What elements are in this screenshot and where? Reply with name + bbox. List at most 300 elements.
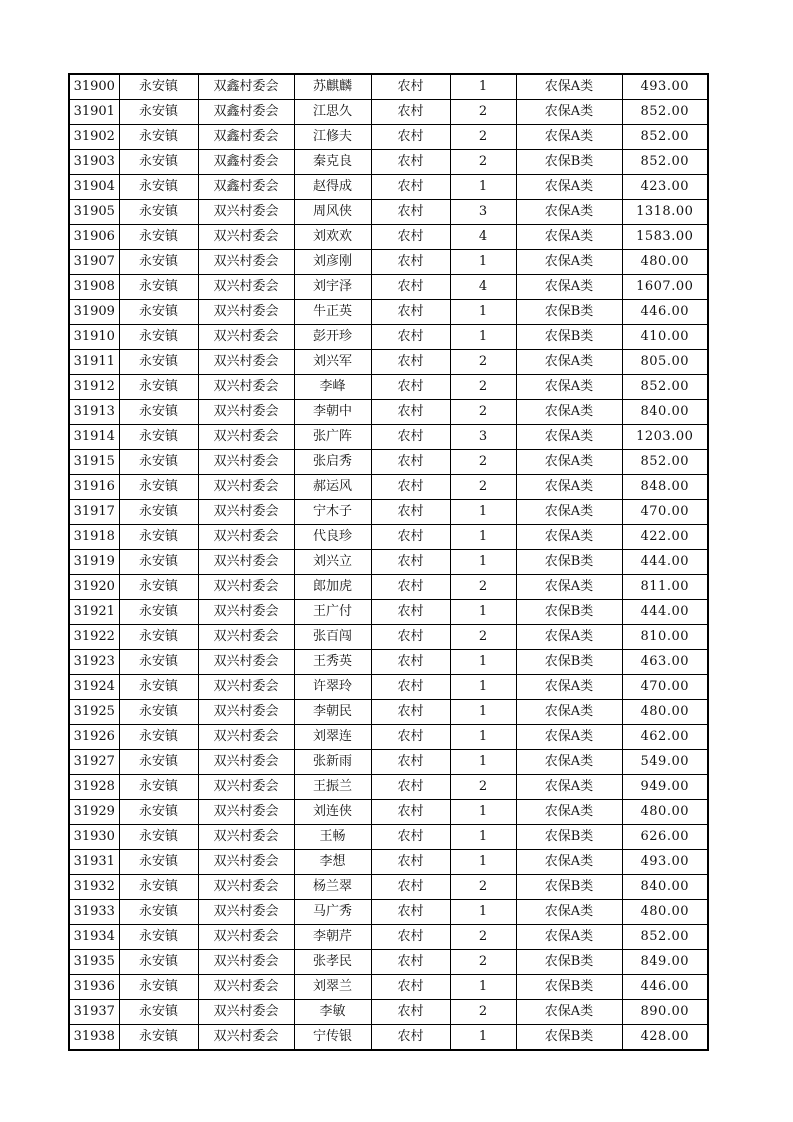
table-row (69, 74, 708, 100)
amount-cell: 480.00 (622, 900, 708, 925)
amount-cell: 493.00 (622, 850, 708, 875)
village-cell: 双兴村委会 (198, 500, 294, 525)
category-cell: 农保A类 (516, 200, 622, 225)
amount-cell: 840.00 (622, 400, 708, 425)
amount-cell: 549.00 (622, 750, 708, 775)
household-type-cell: 农村 (371, 850, 450, 875)
person-count-cell: 3 (450, 425, 516, 450)
table-row (69, 250, 708, 275)
table-row (69, 675, 708, 700)
category-cell: 农保A类 (516, 400, 622, 425)
category-cell: 农保A类 (516, 100, 622, 125)
town-cell: 永安镇 (119, 850, 198, 875)
amount-cell: 493.00 (622, 74, 708, 100)
table-row (69, 625, 708, 650)
town-cell: 永安镇 (119, 74, 198, 100)
table-row (69, 725, 708, 750)
person-count-cell: 1 (450, 650, 516, 675)
household-type-cell: 农村 (371, 275, 450, 300)
table-row (69, 400, 708, 425)
person-count-cell: 4 (450, 275, 516, 300)
person-count-cell: 2 (450, 125, 516, 150)
household-type-cell: 农村 (371, 125, 450, 150)
household-type-cell: 农村 (371, 1025, 450, 1051)
town-cell: 永安镇 (119, 275, 198, 300)
village-cell: 双兴村委会 (198, 300, 294, 325)
name-cell: 刘翠连 (294, 725, 371, 750)
town-cell: 永安镇 (119, 975, 198, 1000)
household-type-cell: 农村 (371, 700, 450, 725)
household-type-cell: 农村 (371, 175, 450, 200)
record-id-cell: 31931 (69, 850, 119, 875)
name-cell: 刘翠兰 (294, 975, 371, 1000)
record-id-cell: 31925 (69, 700, 119, 725)
amount-cell: 446.00 (622, 300, 708, 325)
amount-cell: 463.00 (622, 650, 708, 675)
amount-cell: 810.00 (622, 625, 708, 650)
amount-cell: 852.00 (622, 925, 708, 950)
name-cell: 郎加虎 (294, 575, 371, 600)
village-cell: 双兴村委会 (198, 225, 294, 250)
record-id-cell: 31911 (69, 350, 119, 375)
table-row (69, 325, 708, 350)
household-type-cell: 农村 (371, 350, 450, 375)
town-cell: 永安镇 (119, 200, 198, 225)
table-row (69, 750, 708, 775)
category-cell: 农保A类 (516, 475, 622, 500)
person-count-cell: 2 (450, 475, 516, 500)
name-cell: 周风侠 (294, 200, 371, 225)
category-cell: 农保A类 (516, 500, 622, 525)
table-row (69, 650, 708, 675)
amount-cell: 949.00 (622, 775, 708, 800)
household-type-cell: 农村 (371, 825, 450, 850)
name-cell: 李朝民 (294, 700, 371, 725)
category-cell: 农保B类 (516, 650, 622, 675)
category-cell: 农保A类 (516, 925, 622, 950)
person-count-cell: 2 (450, 100, 516, 125)
table-row (69, 600, 708, 625)
record-id-cell: 31937 (69, 1000, 119, 1025)
record-id-cell: 31910 (69, 325, 119, 350)
household-type-cell: 农村 (371, 100, 450, 125)
town-cell: 永安镇 (119, 600, 198, 625)
name-cell: 张广阵 (294, 425, 371, 450)
village-cell: 双兴村委会 (198, 1025, 294, 1051)
person-count-cell: 3 (450, 200, 516, 225)
household-type-cell: 农村 (371, 150, 450, 175)
person-count-cell: 2 (450, 950, 516, 975)
amount-cell: 852.00 (622, 150, 708, 175)
name-cell: 刘兴军 (294, 350, 371, 375)
village-cell: 双兴村委会 (198, 375, 294, 400)
household-type-cell: 农村 (371, 650, 450, 675)
village-cell: 双兴村委会 (198, 600, 294, 625)
amount-cell: 840.00 (622, 875, 708, 900)
table-row (69, 900, 708, 925)
village-cell: 双鑫村委会 (198, 100, 294, 125)
household-type-cell: 农村 (371, 225, 450, 250)
category-cell: 农保A类 (516, 625, 622, 650)
category-cell: 农保A类 (516, 225, 622, 250)
town-cell: 永安镇 (119, 475, 198, 500)
town-cell: 永安镇 (119, 150, 198, 175)
category-cell: 农保A类 (516, 775, 622, 800)
person-count-cell: 4 (450, 225, 516, 250)
table-row (69, 550, 708, 575)
village-cell: 双兴村委会 (198, 925, 294, 950)
table-row (69, 475, 708, 500)
table-row (69, 450, 708, 475)
village-cell: 双兴村委会 (198, 975, 294, 1000)
household-type-cell: 农村 (371, 750, 450, 775)
name-cell: 江思久 (294, 100, 371, 125)
person-count-cell: 1 (450, 1025, 516, 1051)
record-id-cell: 31935 (69, 950, 119, 975)
amount-cell: 1203.00 (622, 425, 708, 450)
amount-cell: 805.00 (622, 350, 708, 375)
record-id-cell: 31934 (69, 925, 119, 950)
village-cell: 双兴村委会 (198, 675, 294, 700)
household-type-cell: 农村 (371, 800, 450, 825)
person-count-cell: 2 (450, 350, 516, 375)
amount-cell: 462.00 (622, 725, 708, 750)
town-cell: 永安镇 (119, 800, 198, 825)
name-cell: 杨兰翠 (294, 875, 371, 900)
village-cell: 双兴村委会 (198, 750, 294, 775)
village-cell: 双兴村委会 (198, 200, 294, 225)
record-id-cell: 31903 (69, 150, 119, 175)
record-id-cell: 31923 (69, 650, 119, 675)
table-row (69, 225, 708, 250)
category-cell: 农保A类 (516, 750, 622, 775)
town-cell: 永安镇 (119, 950, 198, 975)
town-cell: 永安镇 (119, 925, 198, 950)
table-row (69, 700, 708, 725)
person-count-cell: 1 (450, 975, 516, 1000)
person-count-cell: 2 (450, 150, 516, 175)
amount-cell: 422.00 (622, 525, 708, 550)
person-count-cell: 2 (450, 375, 516, 400)
person-count-cell: 2 (450, 775, 516, 800)
category-cell: 农保B类 (516, 1025, 622, 1051)
village-cell: 双兴村委会 (198, 900, 294, 925)
village-cell: 双鑫村委会 (198, 150, 294, 175)
name-cell: 刘兴立 (294, 550, 371, 575)
town-cell: 永安镇 (119, 175, 198, 200)
category-cell: 农保A类 (516, 275, 622, 300)
name-cell: 张启秀 (294, 450, 371, 475)
person-count-cell: 1 (450, 525, 516, 550)
village-cell: 双兴村委会 (198, 325, 294, 350)
record-id-cell: 31918 (69, 525, 119, 550)
person-count-cell: 1 (450, 550, 516, 575)
person-count-cell: 1 (450, 600, 516, 625)
category-cell: 农保B类 (516, 550, 622, 575)
town-cell: 永安镇 (119, 575, 198, 600)
amount-cell: 852.00 (622, 100, 708, 125)
table-row (69, 925, 708, 950)
person-count-cell: 1 (450, 300, 516, 325)
amount-cell: 444.00 (622, 550, 708, 575)
amount-cell: 480.00 (622, 800, 708, 825)
category-cell: 农保A类 (516, 1000, 622, 1025)
name-cell: 宁传银 (294, 1025, 371, 1051)
person-count-cell: 1 (450, 750, 516, 775)
table-row (69, 150, 708, 175)
record-id-cell: 31900 (69, 74, 119, 100)
table-row (69, 300, 708, 325)
record-id-cell: 31908 (69, 275, 119, 300)
category-cell: 农保A类 (516, 575, 622, 600)
amount-cell: 890.00 (622, 1000, 708, 1025)
town-cell: 永安镇 (119, 1025, 198, 1051)
record-id-cell: 31938 (69, 1025, 119, 1051)
person-count-cell: 1 (450, 500, 516, 525)
record-id-cell: 31932 (69, 875, 119, 900)
name-cell: 江修夫 (294, 125, 371, 150)
village-cell: 双兴村委会 (198, 1000, 294, 1025)
village-cell: 双兴村委会 (198, 575, 294, 600)
village-cell: 双兴村委会 (198, 825, 294, 850)
town-cell: 永安镇 (119, 250, 198, 275)
record-id-cell: 31905 (69, 200, 119, 225)
town-cell: 永安镇 (119, 625, 198, 650)
person-count-cell: 1 (450, 725, 516, 750)
record-id-cell: 31907 (69, 250, 119, 275)
table-row (69, 350, 708, 375)
table-row (69, 775, 708, 800)
name-cell: 王振兰 (294, 775, 371, 800)
amount-cell: 848.00 (622, 475, 708, 500)
town-cell: 永安镇 (119, 750, 198, 775)
record-id-cell: 31915 (69, 450, 119, 475)
town-cell: 永安镇 (119, 325, 198, 350)
town-cell: 永安镇 (119, 450, 198, 475)
record-id-cell: 31914 (69, 425, 119, 450)
table-row (69, 950, 708, 975)
village-cell: 双鑫村委会 (198, 74, 294, 100)
amount-cell: 410.00 (622, 325, 708, 350)
name-cell: 苏麒麟 (294, 74, 371, 100)
name-cell: 李峰 (294, 375, 371, 400)
village-cell: 双兴村委会 (198, 475, 294, 500)
category-cell: 农保A类 (516, 725, 622, 750)
roster-table-body (69, 74, 708, 1050)
household-type-cell: 农村 (371, 675, 450, 700)
town-cell: 永安镇 (119, 350, 198, 375)
amount-cell: 626.00 (622, 825, 708, 850)
name-cell: 张孝民 (294, 950, 371, 975)
table-row (69, 1025, 708, 1051)
person-count-cell: 2 (450, 450, 516, 475)
category-cell: 农保B类 (516, 975, 622, 1000)
household-type-cell: 农村 (371, 300, 450, 325)
household-type-cell: 农村 (371, 625, 450, 650)
household-type-cell: 农村 (371, 600, 450, 625)
village-cell: 双兴村委会 (198, 625, 294, 650)
amount-cell: 1318.00 (622, 200, 708, 225)
town-cell: 永安镇 (119, 875, 198, 900)
record-id-cell: 31920 (69, 575, 119, 600)
village-cell: 双兴村委会 (198, 275, 294, 300)
category-cell: 农保A类 (516, 850, 622, 875)
amount-cell: 444.00 (622, 600, 708, 625)
person-count-cell: 2 (450, 625, 516, 650)
category-cell: 农保A类 (516, 800, 622, 825)
amount-cell: 849.00 (622, 950, 708, 975)
town-cell: 永安镇 (119, 900, 198, 925)
record-id-cell: 31906 (69, 225, 119, 250)
person-count-cell: 1 (450, 800, 516, 825)
name-cell: 王畅 (294, 825, 371, 850)
category-cell: 农保A类 (516, 350, 622, 375)
person-count-cell: 1 (450, 850, 516, 875)
record-id-cell: 31922 (69, 625, 119, 650)
category-cell: 农保B类 (516, 325, 622, 350)
table-row (69, 100, 708, 125)
table-row (69, 575, 708, 600)
record-id-cell: 31913 (69, 400, 119, 425)
village-cell: 双兴村委会 (198, 450, 294, 475)
village-cell: 双兴村委会 (198, 950, 294, 975)
table-row (69, 975, 708, 1000)
household-type-cell: 农村 (371, 550, 450, 575)
name-cell: 刘连侠 (294, 800, 371, 825)
name-cell: 李朝中 (294, 400, 371, 425)
table-row (69, 425, 708, 450)
household-type-cell: 农村 (371, 875, 450, 900)
name-cell: 张新雨 (294, 750, 371, 775)
amount-cell: 811.00 (622, 575, 708, 600)
town-cell: 永安镇 (119, 425, 198, 450)
village-cell: 双兴村委会 (198, 350, 294, 375)
person-count-cell: 1 (450, 900, 516, 925)
category-cell: 农保A类 (516, 74, 622, 100)
amount-cell: 470.00 (622, 500, 708, 525)
town-cell: 永安镇 (119, 375, 198, 400)
name-cell: 刘彦刚 (294, 250, 371, 275)
person-count-cell: 1 (450, 325, 516, 350)
category-cell: 农保B类 (516, 150, 622, 175)
household-type-cell: 农村 (371, 400, 450, 425)
category-cell: 农保A类 (516, 675, 622, 700)
category-cell: 农保B类 (516, 600, 622, 625)
record-id-cell: 31904 (69, 175, 119, 200)
category-cell: 农保B类 (516, 950, 622, 975)
record-id-cell: 31929 (69, 800, 119, 825)
amount-cell: 446.00 (622, 975, 708, 1000)
name-cell: 许翠玲 (294, 675, 371, 700)
category-cell: 农保A类 (516, 525, 622, 550)
record-id-cell: 31901 (69, 100, 119, 125)
town-cell: 永安镇 (119, 500, 198, 525)
town-cell: 永安镇 (119, 775, 198, 800)
village-cell: 双兴村委会 (198, 650, 294, 675)
table-row (69, 525, 708, 550)
category-cell: 农保A类 (516, 700, 622, 725)
amount-cell: 852.00 (622, 450, 708, 475)
village-cell: 双兴村委会 (198, 725, 294, 750)
category-cell: 农保A类 (516, 900, 622, 925)
table-row (69, 200, 708, 225)
table-row (69, 275, 708, 300)
village-cell: 双兴村委会 (198, 400, 294, 425)
town-cell: 永安镇 (119, 700, 198, 725)
household-type-cell: 农村 (371, 375, 450, 400)
town-cell: 永安镇 (119, 725, 198, 750)
village-cell: 双兴村委会 (198, 700, 294, 725)
person-count-cell: 2 (450, 1000, 516, 1025)
town-cell: 永安镇 (119, 100, 198, 125)
village-cell: 双兴村委会 (198, 775, 294, 800)
household-type-cell: 农村 (371, 575, 450, 600)
name-cell: 牛正英 (294, 300, 371, 325)
table-row (69, 850, 708, 875)
name-cell: 彭开珍 (294, 325, 371, 350)
village-cell: 双兴村委会 (198, 525, 294, 550)
household-type-cell: 农村 (371, 475, 450, 500)
record-id-cell: 31916 (69, 475, 119, 500)
table-row (69, 800, 708, 825)
village-cell: 双兴村委会 (198, 875, 294, 900)
amount-cell: 428.00 (622, 1025, 708, 1051)
person-count-cell: 1 (450, 74, 516, 100)
amount-cell: 852.00 (622, 375, 708, 400)
household-type-cell: 农村 (371, 325, 450, 350)
town-cell: 永安镇 (119, 550, 198, 575)
record-id-cell: 31926 (69, 725, 119, 750)
town-cell: 永安镇 (119, 650, 198, 675)
category-cell: 农保A类 (516, 450, 622, 475)
amount-cell: 1583.00 (622, 225, 708, 250)
category-cell: 农保B类 (516, 825, 622, 850)
record-id-cell: 31917 (69, 500, 119, 525)
village-cell: 双兴村委会 (198, 250, 294, 275)
record-id-cell: 31933 (69, 900, 119, 925)
amount-cell: 1607.00 (622, 275, 708, 300)
village-cell: 双兴村委会 (198, 550, 294, 575)
person-count-cell: 1 (450, 825, 516, 850)
record-id-cell: 31909 (69, 300, 119, 325)
record-id-cell: 31927 (69, 750, 119, 775)
household-type-cell: 农村 (371, 250, 450, 275)
name-cell: 刘宇泽 (294, 275, 371, 300)
household-type-cell: 农村 (371, 74, 450, 100)
table-row (69, 125, 708, 150)
town-cell: 永安镇 (119, 225, 198, 250)
person-count-cell: 1 (450, 250, 516, 275)
town-cell: 永安镇 (119, 675, 198, 700)
town-cell: 永安镇 (119, 825, 198, 850)
household-type-cell: 农村 (371, 200, 450, 225)
household-type-cell: 农村 (371, 425, 450, 450)
name-cell: 王广付 (294, 600, 371, 625)
person-count-cell: 1 (450, 700, 516, 725)
person-count-cell: 1 (450, 675, 516, 700)
name-cell: 秦克良 (294, 150, 371, 175)
household-type-cell: 农村 (371, 1000, 450, 1025)
town-cell: 永安镇 (119, 525, 198, 550)
village-cell: 双鑫村委会 (198, 125, 294, 150)
name-cell: 宁木子 (294, 500, 371, 525)
town-cell: 永安镇 (119, 125, 198, 150)
town-cell: 永安镇 (119, 1000, 198, 1025)
amount-cell: 852.00 (622, 125, 708, 150)
name-cell: 刘欢欢 (294, 225, 371, 250)
name-cell: 代良珍 (294, 525, 371, 550)
table-row (69, 1000, 708, 1025)
